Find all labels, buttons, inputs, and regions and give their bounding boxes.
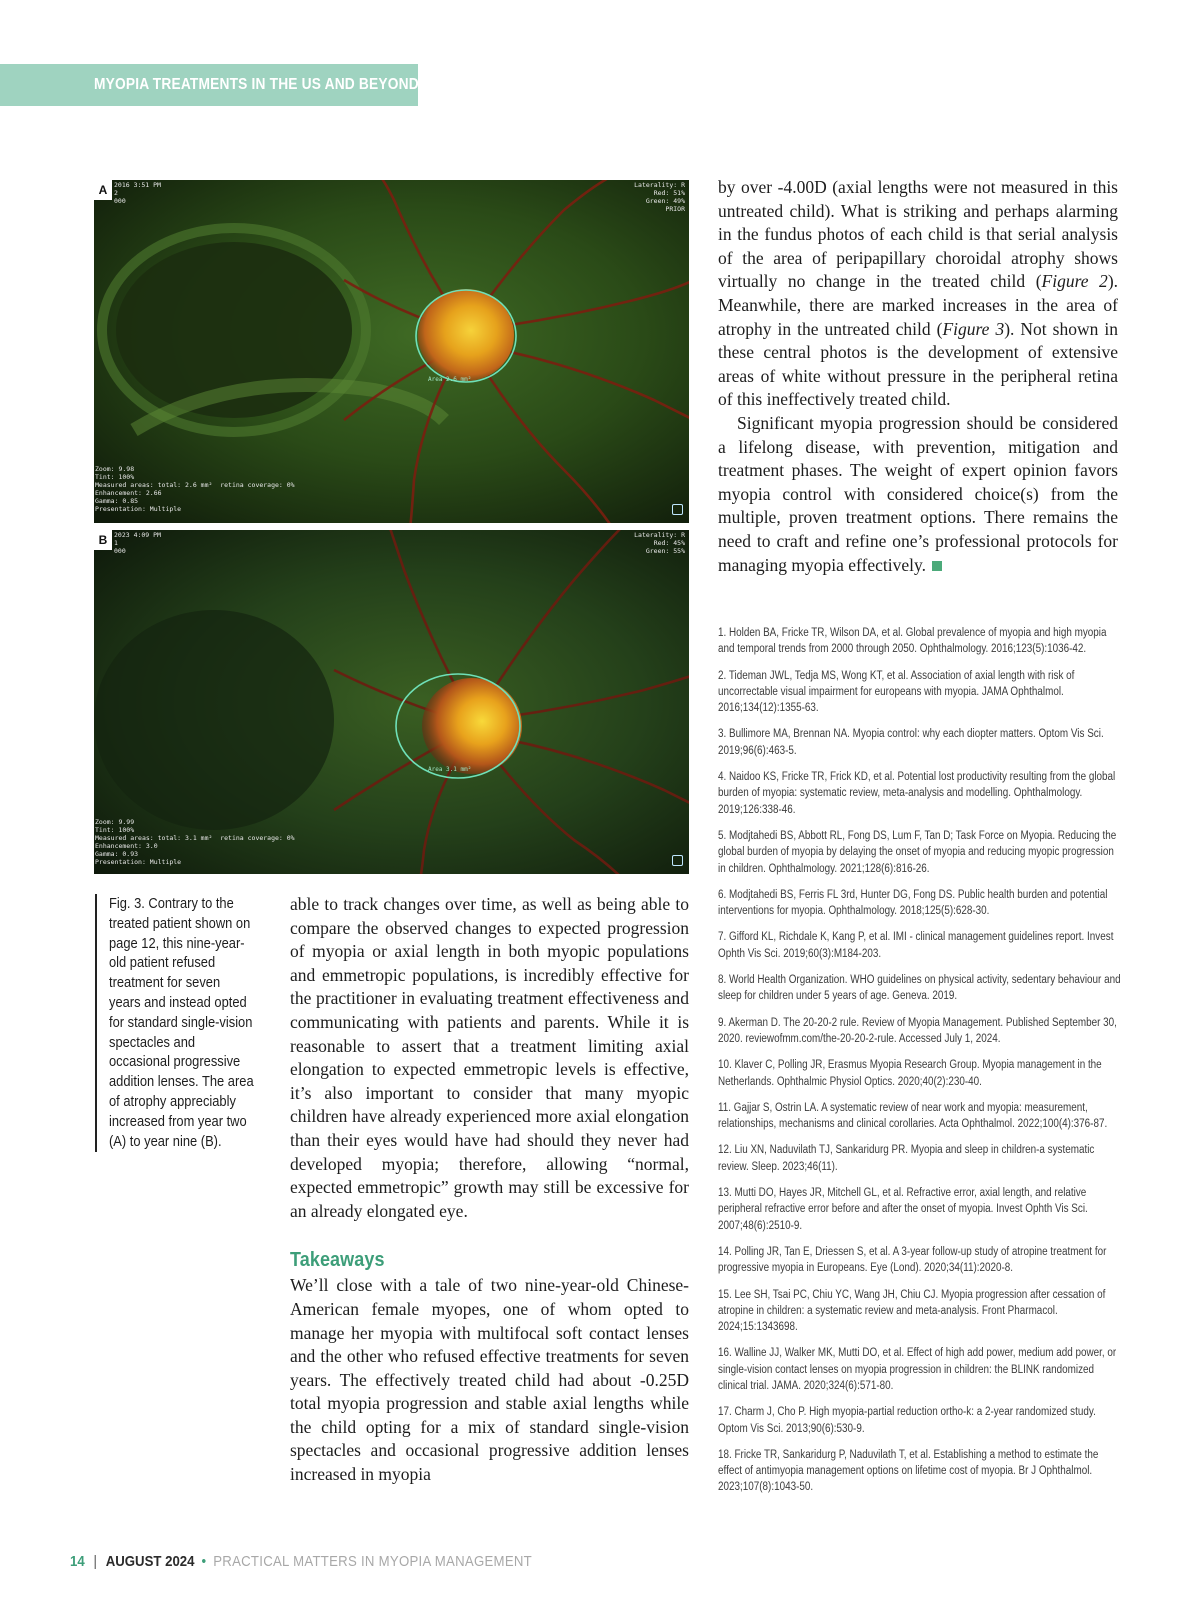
area-label-b: Area 3.1 mm²: [428, 766, 472, 773]
figure-caption-text: Fig. 3. Contrary to the treated patient shown on page 12, this nine-year-old patient refused treatment for seven years and instead opted for standard single-vision spectacles and occasional progressive addition lenses. The area of atrophy appreciably increased from year two (A) to year nine (B).: [109, 895, 254, 1150]
reference-item: 15. Lee SH, Tsai PC, Chiu YC, Wang JH, Chiu CJ. Myopia progression after cessation of atropine in children: a systematic review and meta-analysis. Front Pharmacol. 2024;15:1343698.: [718, 1288, 1106, 1334]
image-measurement-info-b: Zoom: 9.99 Tint: 100% Measured areas: total: 3.1 mm² retina coverage: 0% Enhancement: 3.0 Gamma: 0.93 Presentation: Multiple: [95, 818, 295, 866]
viewer-icon: [672, 855, 683, 866]
reference-item: 14. Polling JR, Tan E, Driessen S, et al. A 3-year follow-up study of atropine treatment for progressive myopia in Europeans. Eye (Lond). 2020;34(11):2020-8.: [718, 1245, 1107, 1275]
image-channel-info-a: Laterality: R Red: 51% Green: 49% PRIOR: [634, 181, 685, 213]
footer-bullet: •: [201, 1553, 207, 1570]
reference-list: [718, 625, 1188, 1506]
reference-item: 10. Klaver C, Polling JR, Erasmus Myopia Research Group. Myopia management in the Netherlands. Ophthalmic Physiol Optics. 2020;40(2):230-40.: [718, 1059, 1102, 1088]
reference-item: 18. Fricke TR, Sankaridurg P, Naduvilath T, et al. Establishing a method to estimate the effect of antimyopia management options on lifetime cost of myopia. Br J Ophthalmol. 2023;107(8):1043-50.: [718, 1448, 1099, 1494]
body-text-run: ). Meanwhile, there are marked increases in the area of atrophy in the untreated child (: [718, 271, 1119, 339]
panel-label-a: A: [94, 180, 112, 200]
section-header-band: [0, 64, 418, 106]
reference-item: 6. Modjtahedi BS, Ferris FL 3rd, Hunter DG, Fong DS. Public health burden and potential interventions for myopia. Ophthalmology. 2018;125(5):628-30.: [718, 888, 1108, 918]
figure-reference: Figure 3: [942, 318, 1005, 339]
body-paragraph: [718, 176, 1118, 412]
section-header-title: MYOPIA TREATMENTS IN THE US AND BEYOND: [94, 76, 419, 93]
image-measurement-info-a: Zoom: 9.98 Tint: 100% Measured areas: total: 2.6 mm² retina coverage: 0% Enhancement: 2.66 Gamma: 0.85 Presentation: Multiple: [95, 465, 295, 513]
reference-item: 17. Charm J, Cho P. High myopia-partial reduction ortho-k: a 2-year randomized study. Optom Vis Sci. 2013;90(6):530-9.: [718, 1406, 1096, 1435]
reference-item: 12. Liu XN, Naduvilath TJ, Sankaridurg PR. Myopia and sleep in children-a systematic review. Sleep. 2023;46(11).: [718, 1144, 1095, 1173]
figure-caption: [95, 894, 261, 1152]
reference-item: 7. Gifford KL, Richdale K, Kang P, et al. IMI - clinical management guidelines report. Invest Ophth Vis Sci. 2019;60(3):M184-203.: [718, 931, 1114, 960]
end-of-article-mark: [932, 561, 942, 571]
fundus-photo-b: [94, 530, 689, 874]
issue-date: AUGUST 2024: [105, 1553, 195, 1570]
reference-item: 8. World Health Organization. WHO guidelines on physical activity, sedentary behaviour and sleep for children under 5 years of age. Geneva. 2019.: [718, 974, 1121, 1003]
publication-name: PRACTICAL MATTERS IN MYOPIA MANAGEMENT: [213, 1553, 533, 1570]
body-paragraph: able to track changes over time, as well as being able to compare the observed changes to expected progression of myopia or axial length in both myopic populations and emmetropic populations, is incredibly effective for the practitioner in evaluating treatment effectiveness and communicating with patients and parents. While it is reasonable to assert that a treatment limiting axial elongation to expected emmetropic levels is effective, it’s also important to consider that many myopic children have already experienced more axial elongation than their eyes would have had should they never had developed myopia; therefore, allowing “normal, expected emmetropic” growth may still be excessive for an already elongated eye.: [290, 894, 689, 1221]
page-footer: [70, 1553, 532, 1570]
reference-item: 2. Tideman JWL, Tedja MS, Wong KT, et al. Association of axial length with risk of uncorrectable visual impairment for europeans with myopia. JAMA Ophthalmol. 2016;134(12):1355-63.: [718, 669, 1075, 715]
image-timestamp-b: 2023 4:09 PM 1 000: [114, 531, 161, 555]
body-text-run: Significant myopia progression should be considered a lifelong disease, with prevention, mitigation and treatment phases. The weight of expert opinion favors myopia control with considered choice(s) from the multiple, proven treatment options. There remains the need to craft and refine one’s professional protocols for managing myopia effectively.: [718, 412, 1118, 575]
image-channel-info-b: Laterality: R Red: 45% Green: 55%: [634, 531, 685, 555]
reference-item: 11. Gajjar S, Ostrin LA. A systematic review of near work and myopia: measurement, relationships, mechanisms and clinical corollaries. Acta Ophthalmol. 2022;100(4):376-87.: [718, 1101, 1108, 1131]
reference-item: 5. Modjtahedi BS, Abbott RL, Fong DS, Lum F, Tan D; Task Force on Myopia. Reducing the global burden of myopia by delaying the onset of myopia and reducing myopic progression in children. Ophthalmology. 2021;128(6):816-26.: [718, 829, 1117, 875]
image-timestamp-a: 2016 3:51 PM 2 000: [114, 181, 161, 205]
reference-item: 3. Bullimore MA, Brennan NA. Myopia control: why each diopter matters. Optom Vis Sci. 2019;96(6):463-5.: [718, 728, 1104, 757]
viewer-icon: [672, 504, 683, 515]
takeaways-heading: Takeaways: [290, 1249, 385, 1272]
reference-item: 16. Walline JJ, Walker MK, Mutti DO, et al. Effect of high add power, medium add power, or single-vision contact lenses on myopia progression in children: the BLINK randomized clinical trial. JAMA. 2020;324(6):571-80.: [718, 1347, 1117, 1392]
reference-item: 9. Akerman D. The 20-20-2 rule. Review of Myopia Management. Published September 30, 2020. reviewofmm.com/the-20-20-2-rule. Accessed July 1, 2024.: [718, 1016, 1117, 1045]
body-column-middle: [290, 893, 689, 1487]
area-label-a: Area 2.6 mm²: [428, 376, 472, 383]
body-text-run: by over -4.00D (axial lengths were not measured in this untreated child). What is striking and perhaps alarming in the fundus photos of each child is that serial analysis of the area of peripapillary choroidal atrophy shows virtually no change in the treated child (: [718, 177, 1118, 292]
body-column-right: [718, 176, 1118, 577]
panel-label-b: B: [94, 530, 112, 550]
reference-item: 13. Mutti DO, Hayes JR, Mitchell GL, et al. Refractive error, axial length, and relative peripheral refractive error before and after the onset of myopia. Invest Ophth Vis Sci. 2007;48(6):2510-9.: [718, 1187, 1088, 1232]
fundus-photo-a: [94, 180, 689, 523]
reference-item: 1. Holden BA, Fricke TR, Wilson DA, et al. Global prevalence of myopia and high myopia and temporal trends from 2000 through 2050. Ophthalmology. 2016;123(5):1036-42.: [718, 627, 1107, 656]
figure-reference: Figure 2: [1041, 271, 1108, 292]
reference-item: 4. Naidoo KS, Fricke TR, Frick KD, et al. Potential lost productivity resulting from the global burden of myopia: systematic review, meta-analysis and modelling. Ophthalmology. 2019;126:338-46.: [718, 771, 1116, 816]
footer-separator: |: [93, 1553, 97, 1570]
body-text-run: ). Not shown in these central photos is the development of extensive areas of white without pressure in the peripheral retina of this ineffectively treated child.: [718, 318, 1119, 410]
page-number: 14: [70, 1553, 85, 1570]
body-paragraph: We’ll close with a tale of two nine-year-old Chinese-American female myopes, one of whom opted to manage her myopia with multifocal soft contact lenses and the other who refused effective treatments for seven years. The effectively treated child had about -0.25D total myopia progression and stable axial lengths while the child opting for a mix of standard single-vision spectacles and occasional progressive addition lenses increased in myopia: [290, 1275, 689, 1485]
body-paragraph: [718, 412, 1118, 577]
